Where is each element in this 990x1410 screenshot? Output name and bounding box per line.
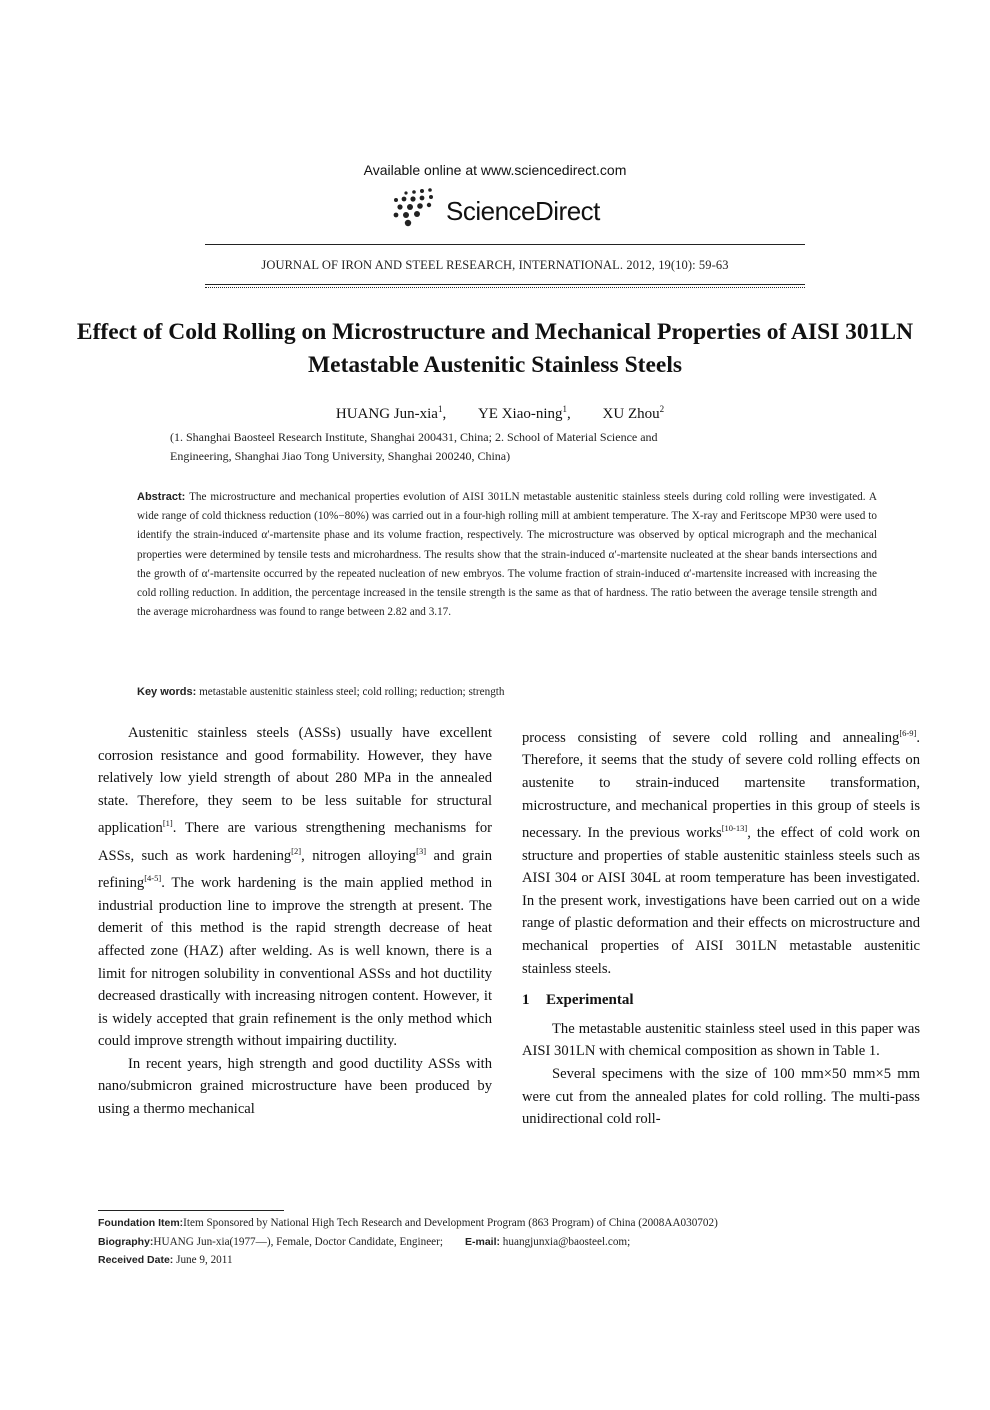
- journal-citation: JOURNAL OF IRON AND STEEL RESEARCH, INTERNATIONAL. 2012, 19(10): 59-63: [261, 258, 729, 272]
- citation: [2]: [291, 845, 302, 856]
- sciencedirect-brand: ScienceDirect: [446, 196, 600, 226]
- author-list: [0, 404, 990, 423]
- abstract-label: Abstract:: [137, 491, 186, 503]
- body-column-right: [522, 722, 920, 1131]
- foundation-item: Foundation Item:Item Sponsored by National High Tech Research and Development Program (863 Program) of China (2008AA030702): [98, 1217, 718, 1229]
- citation: [10-13]: [721, 823, 748, 834]
- header-rule-top: [205, 244, 805, 245]
- email-address: huangjunxia@baosteel.com;: [502, 1235, 631, 1248]
- footnote-rule: [98, 1210, 284, 1211]
- header-rule-dotted: [205, 287, 805, 288]
- affiliations: [170, 428, 850, 466]
- keywords: [137, 686, 877, 698]
- footnotes: [98, 1214, 928, 1270]
- citation: [4-5]: [144, 873, 162, 884]
- citation: [6-9]: [899, 728, 917, 738]
- section-heading: [522, 989, 920, 1012]
- author: YE Xiao-ning$^1$,: [477, 404, 571, 422]
- paragraph: Austenitic stainless steels (ASSs) usually have excellent corrosion resistance and good formability. However, they have relatively low yield strength of about 280 MPa in the annealed state. Therefore, they seem to be less suitable for structural application[1]. There are various strengthening mechanisms for ASSs, such as work hardening[2], nitrogen alloying[3] and grain refining[4-5]. The work hardening is the main applied method in industrial production line to improve the strength at present. The demerit of this method is the rapid strength decrease of heat affected zone (HAZ) after welding. As is well known, there is a limit for nitrogen solubility in conventional ASSs and hot ductility decreased drastically with increasing nitrogen content. However, it is widely accepted that grain refinement is the only method which could improve strength without impairing ductility.: [98, 725, 492, 1050]
- sciencedirect-dots-icon: [386, 188, 442, 228]
- citation: [1]: [162, 818, 173, 829]
- paragraph: Several specimens with the size of 100 mm×50 mm×5 mm were cut from the annealed plates for cold rolling. The multi-pass unidirectional cold roll-: [522, 1066, 920, 1128]
- affiliation-line: Engineering, Shanghai Jiao Tong University, Shanghai 200240, China): [170, 449, 511, 463]
- section-number: 1: [522, 992, 530, 1009]
- header-rule-bottom: [205, 284, 805, 285]
- author: HUANG Jun-xia$^1$,: [335, 404, 447, 422]
- received-date: Received Date: June 9, 2011: [98, 1254, 233, 1266]
- paper-title: Effect of Cold Rolling on Microstructure and Mechanical Properties of AISI 301LN Metastable Austenitic Stainless Steels: [76, 319, 914, 378]
- paragraph: The metastable austenitic stainless steel used in this paper was AISI 301LN with chemical composition as shown in Table 1.: [522, 1020, 920, 1060]
- body-column-left: [98, 722, 492, 1121]
- keywords-label: Key words:: [137, 686, 197, 698]
- biography: Biography:HUANG Jun-xia(1977—), Female, Doctor Candidate, Engineer; E-mail: huangjunxia@baosteel.com;: [98, 1235, 631, 1248]
- citation: [3]: [416, 845, 427, 856]
- available-online-text: Available online at www.sciencedirect.com: [363, 162, 627, 178]
- abstract: [137, 488, 877, 622]
- section-title: Experimental: [546, 992, 634, 1009]
- sciencedirect-logo: [386, 188, 626, 228]
- affiliation-line: (1. Shanghai Baosteel Research Institute, Shanghai 200431, China; 2. School of Material Science and: [170, 430, 658, 444]
- author: XU Zhou$^2$: [602, 404, 665, 422]
- abstract-text: The microstructure and mechanical properties evolution of AISI 301LN metastable austenitic stainless steels during cold rolling were investigated. A wide range of cold thickness reduction (10%−80%) was carried out in a four-high rolling mill at ambient temperature. The X-ray and Feritscope MP30 were used to identify the strain-induced α′-martensite phase and its volume fraction, respectively. The microstructure was observed by optical micrograph and the mechanical properties were determined by tensile tests and microhardness. The results show that the strain-induced α′-martensite nucleated at the shear bands intersections and the growth of α′-martensite occurred by the repeated nucleation of new embryos. The volume fraction of strain-induced α′-martensite increased with increasing the cold rolling reduction. In addition, the percentage increased in the tensile strength is the same as that of hardness. The ratio between the average tensile strength and the average microhardness was found to range between 2.82 and 3.17.: [137, 491, 877, 619]
- paragraph: process consisting of severe cold rolling and annealing[6-9]. Therefore, it seems that the study of severe cold rolling effects on austenite to strain-induced martensite transformation, microstructure, and mechanical properties in this group of steels is necessary. In the previous works[10-13], the effect of cold work on structure and properties of stable austenitic stainless steels such as AISI 304 or AISI 304L at room temperature has been investigated. In the present work, investigations have been carried out on a wide range of plastic deformation and their effects on microstructure and mechanical properties of AISI 301LN metastable austenitic stainless steels.: [522, 728, 920, 977]
- keywords-text: metastable austenitic stainless steel; cold rolling; reduction; strength: [199, 686, 505, 698]
- paragraph: In recent years, high strength and good ductility ASSs with nano/submicron grained microstructure have been produced by using a thermo mechanical: [98, 1055, 492, 1118]
